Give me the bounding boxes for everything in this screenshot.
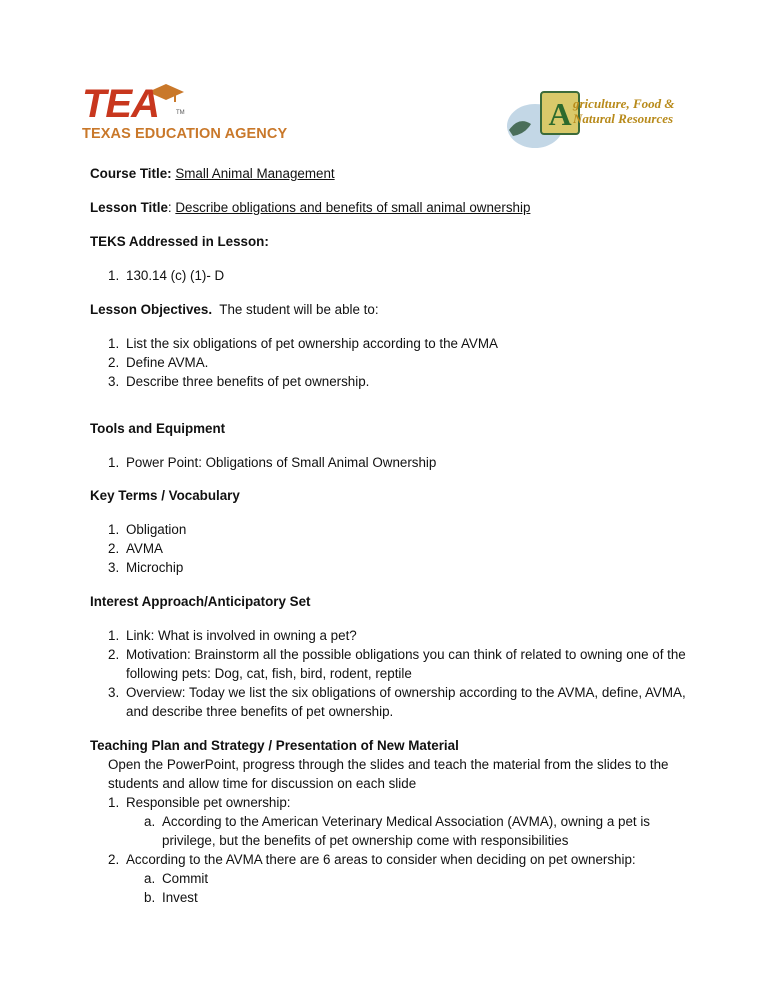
afnr-line-1: griculture, Food & [573, 96, 675, 111]
interest-item: Motivation: Brainstorm all the possible obligations you can think of related to owning one of the [126, 647, 686, 662]
teaching-intro-line: students and allow time for discussion on each slide [108, 776, 417, 791]
vocab-heading: Key Terms / Vocabulary [90, 488, 240, 503]
vocab-item: Obligation [126, 522, 187, 537]
interest-item: Link: What is involved in owning a pet? [126, 628, 357, 643]
tools-item-number: 1. [108, 455, 120, 470]
interest-number: 3. [108, 685, 120, 700]
objectives-heading: Lesson Objectives. [90, 302, 213, 317]
tea-logo-mark: TEA [82, 82, 159, 126]
lesson-title-value: Describe obligations and benefits of small animal ownership [175, 200, 531, 215]
lesson-title-line [90, 199, 530, 217]
afnr-letter: A [548, 96, 572, 132]
teaching-subnumber: b. [144, 890, 156, 905]
tea-agency-name: TEXAS EDUCATION AGENCY [82, 126, 288, 142]
objective-item: List the six obligations of pet ownership according to the AVMA [126, 336, 498, 351]
interest-number: 1. [108, 628, 120, 643]
objective-number: 3. [108, 374, 120, 389]
vocab-item: AVMA [126, 541, 163, 556]
objective-number: 1. [108, 336, 120, 351]
course-title-line [90, 165, 335, 183]
interest-number: 2. [108, 647, 120, 662]
interest-heading: Interest Approach/Anticipatory Set [90, 594, 311, 609]
vocab-item: Microchip [126, 560, 184, 575]
teaching-subitem: According to the American Veterinary Medical Association (AVMA), owning a pet is [162, 814, 650, 829]
teaching-subitem-continuation: privilege, but the benefits of pet ownership come with responsibilities [162, 833, 569, 848]
course-title-value: Small Animal Management [175, 166, 335, 181]
objective-number: 2. [108, 355, 120, 370]
teaching-subnumber: a. [144, 814, 156, 829]
teaching-number: 2. [108, 852, 120, 867]
teaching-subitem: Invest [162, 890, 198, 905]
lesson-title-label: Lesson Title [90, 200, 168, 215]
afnr-line-2: Natural Resources [573, 111, 674, 126]
teaching-intro-line: Open the PowerPoint, progress through the slides and teach the material from the slides to the [108, 757, 669, 772]
interest-item-continuation: and describe three benefits of pet ownership. [126, 704, 394, 719]
interest-item: Overview: Today we list the six obligations of ownership according to the AVMA, define, AVMA, [126, 685, 686, 700]
tea-trademark: TM [176, 110, 185, 116]
objectives-intro: The student will be able to: [219, 302, 379, 317]
interest-item-continuation: following pets: Dog, cat, fish, bird, rodent, reptile [126, 666, 412, 681]
teks-item: 130.14 (c) (1)- D [126, 268, 225, 283]
tools-heading: Tools and Equipment [90, 421, 226, 436]
tools-item: Power Point: Obligations of Small Animal Ownership [126, 455, 437, 470]
teaching-item: According to the AVMA there are 6 areas to consider when deciding on pet ownership: [126, 852, 636, 867]
tea-logo [82, 82, 288, 146]
teks-item-number: 1. [108, 268, 120, 283]
teks-heading: TEKS Addressed in Lesson: [90, 234, 269, 249]
afnr-logo [505, 86, 680, 156]
teaching-heading: Teaching Plan and Strategy / Presentation of New Material [90, 738, 459, 753]
teaching-subnumber: a. [144, 871, 156, 886]
vocab-number: 1. [108, 522, 120, 537]
objectives-line [90, 301, 379, 319]
vocab-number: 3. [108, 560, 120, 575]
teaching-subitem: Commit [162, 871, 209, 886]
lesson-title-colon: : [167, 200, 172, 215]
objective-item: Describe three benefits of pet ownership. [126, 374, 370, 389]
teaching-item: Responsible pet ownership: [126, 795, 291, 810]
afnr-title [573, 96, 683, 126]
objective-item: Define AVMA. [126, 355, 209, 370]
course-title-label: Course Title: [90, 166, 172, 181]
teaching-number: 1. [108, 795, 120, 810]
vocab-number: 2. [108, 541, 120, 556]
